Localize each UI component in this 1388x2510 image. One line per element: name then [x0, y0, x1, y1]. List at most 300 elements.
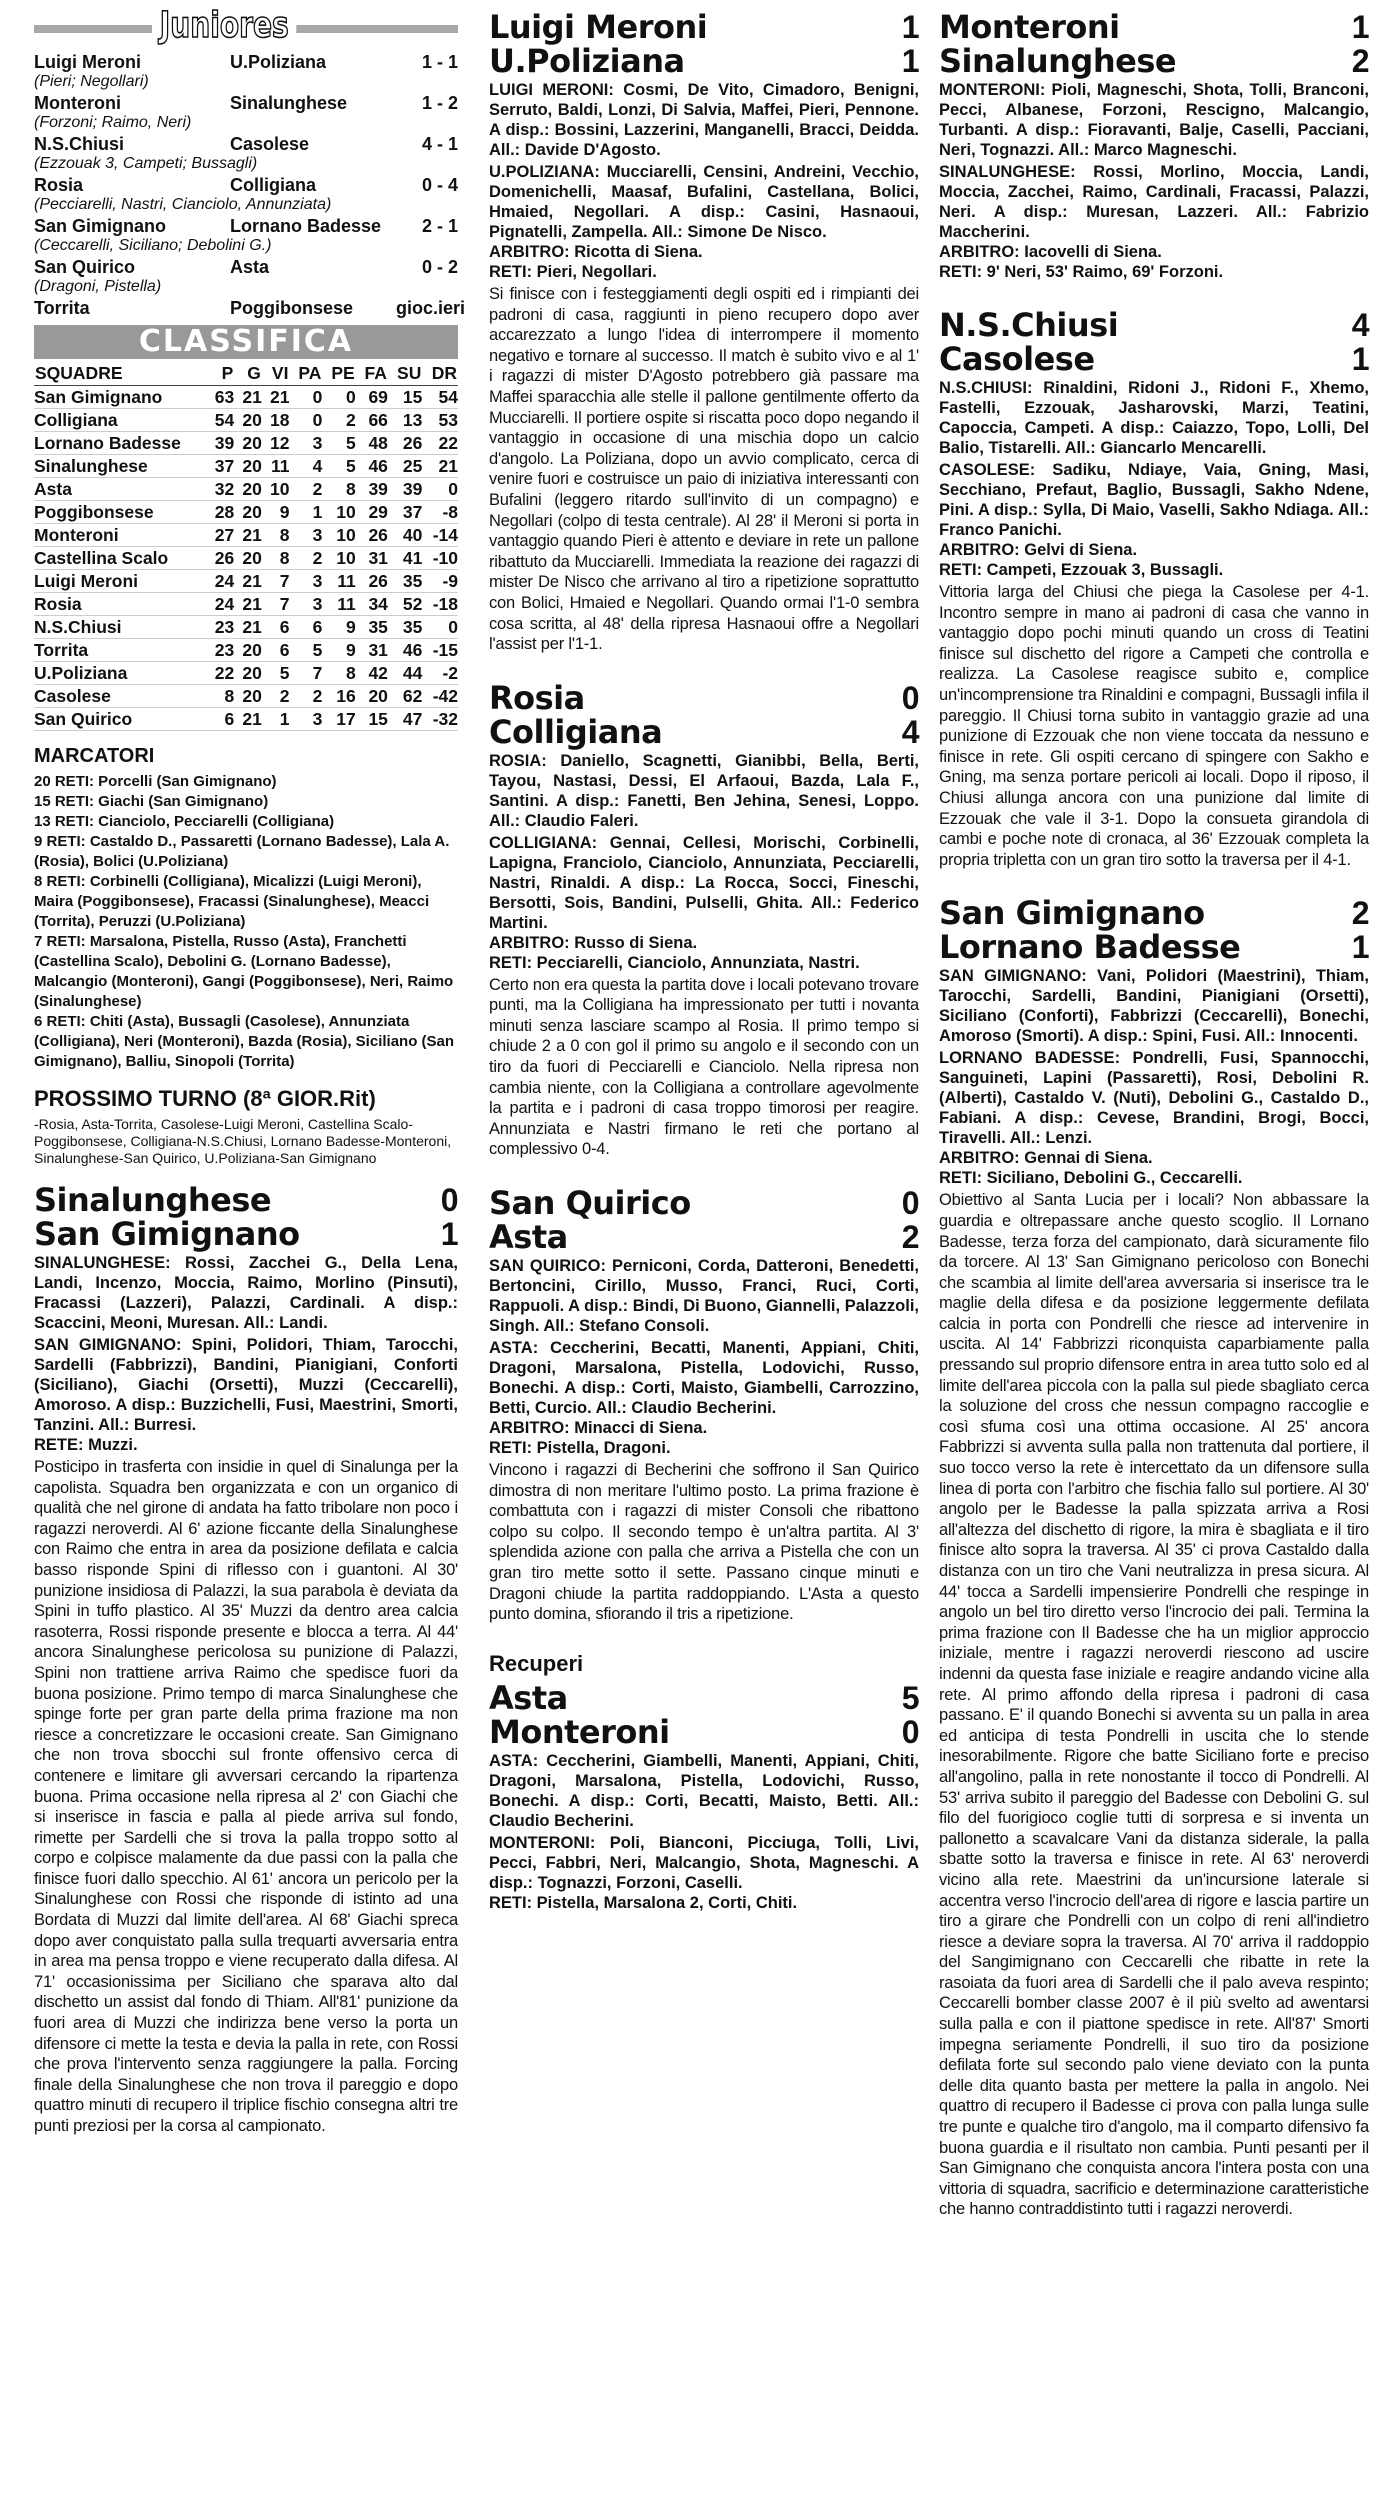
- standings-value: 2: [262, 685, 290, 708]
- result-score: gioc.ieri: [396, 298, 466, 318]
- prossimo-turno-text: -Rosia, Asta-Torrita, Casolese-Luigi Meroni, Castellina Scalo-Poggibonsese, Colligiana-N.S.Chiusi, Lornano Badesse-Monteroni, Sinalunghese-San Quirico, U.Poliziana-San Gimignano: [34, 1116, 452, 1166]
- lineup: SINALUNGHESE: Rossi, Zacchei G., Della Lena, Landi, Incenzo, Moccia, Raimo, Morlino (Pinsuti), Fracassi (Lazzeri), Palazzi, Cardinali. A disp.: Scaccini, Meoni, Muresan. All.: Landi.: [34, 1254, 458, 1332]
- home-goals: 0: [901, 1185, 919, 1222]
- standings-value: 7: [289, 662, 322, 685]
- match-goals: RETI: Pecciarelli, Cianciolo, Annunziata, Nastri.: [489, 953, 860, 972]
- standings-value: 8: [262, 547, 290, 570]
- standings-value: 39: [207, 432, 235, 455]
- away-team-row: [489, 1712, 919, 1751]
- classifica-title: CLASSIFICA: [34, 325, 458, 359]
- home-team: San Quirico: [489, 1184, 691, 1223]
- standings-value: 20: [234, 639, 262, 662]
- result-away: Casolese: [230, 134, 310, 154]
- column-3: [939, 10, 1369, 2246]
- standings-value: 31: [356, 547, 388, 570]
- match-report: [939, 896, 1369, 2220]
- standings-value: 7: [262, 570, 290, 593]
- standings-value: 10: [322, 524, 355, 547]
- standings-value: 0: [289, 409, 322, 432]
- standings-value: 5: [322, 455, 355, 478]
- standings-value: 4: [289, 455, 322, 478]
- standings-value: 54: [207, 409, 235, 432]
- standings-value: 5: [322, 432, 355, 455]
- result-home: San Quirico: [34, 257, 136, 277]
- standings-row: [34, 685, 458, 708]
- match-goals: RETI: Siciliano, Debolini G., Ceccarelli.: [939, 1169, 1243, 1188]
- home-goals: 5: [901, 1679, 919, 1716]
- standings-value: 20: [234, 501, 262, 524]
- standings-body: [34, 386, 458, 731]
- result-score: 4 - 1: [421, 134, 458, 154]
- match-goals: RETI: 9' Neri, 53' Raimo, 69' Forzoni.: [939, 263, 1224, 281]
- lineup: COLLIGIANA: Gennai, Cellesi, Morischi, Corbinelli, Lapigna, Franciolo, Cianciolo, Annunziata, Pecciarelli, Nastri, Rinaldi. A disp.: La Rocca, Socci, Fineschi, Bersotti, Sois, Bandini, Pulselli, Ghita. All.: Federico Martini.: [489, 833, 919, 932]
- away-goals: 1: [440, 1216, 458, 1252]
- away-team-row: [489, 44, 919, 78]
- standings-value: 21: [234, 386, 262, 409]
- standings-row: [34, 593, 458, 616]
- standings-value: 46: [356, 455, 388, 478]
- home-goals: 1: [901, 9, 919, 45]
- juniores-banner: [34, 5, 458, 46]
- lineup: U.POLIZIANA: Mucciarelli, Censini, Andreini, Vecchio, Domenichelli, Maasaf, Bufalini, Castellana, Bolici, Hmaied, Negollari. A disp.: Casini, Hasnaoui, Pignatelli, Zampella. All.: Simone De Nisco.: [489, 163, 919, 241]
- column-1: [34, 5, 466, 2163]
- marcatori-item: 20 RETI: Porcelli (San Gimignano): [34, 773, 277, 790]
- result-score: 1 - 2: [421, 93, 458, 113]
- standings-value: 32: [207, 478, 235, 501]
- standings-value: 23: [207, 639, 235, 662]
- standings-value: 69: [356, 386, 388, 409]
- standings-team: Castellina Scalo: [34, 547, 207, 570]
- standings-value: 5: [262, 662, 290, 685]
- recuperi-title: Recuperi: [489, 1650, 584, 1676]
- standings-row: [34, 386, 458, 409]
- standings-team: Poggibonsese: [34, 501, 207, 524]
- standings-value: 6: [262, 616, 290, 639]
- standings-value: 6: [262, 639, 290, 662]
- away-goals: 4: [901, 713, 919, 750]
- result-home: Rosia: [34, 175, 84, 195]
- match-report: [489, 10, 919, 655]
- standings-header-cell: DR: [422, 361, 458, 386]
- marcatori-item: 15 RETI: Giachi (San Gimignano): [34, 793, 269, 810]
- standings-team: Luigi Meroni: [34, 570, 207, 593]
- lineup: SAN GIMIGNANO: Vani, Polidori (Maestrini), Thiam, Tarocchi, Sardelli, Bandini, Pianigiani (Orsetti), Siciliano (Conforti), Fabbrizzi (Ceccarelli), Bonechi, Amoroso (Smorti). A disp.: Spini, Fusi. All.: Innocenti.: [939, 967, 1369, 1046]
- standings-value: 10: [322, 547, 355, 570]
- standings-row: [34, 708, 458, 731]
- standings-team: Colligiana: [34, 409, 207, 432]
- away-team-row: [939, 44, 1369, 78]
- standings-value: 1: [262, 708, 290, 731]
- lineup: ASTA: Ceccherini, Giambelli, Manenti, Appiani, Chiti, Dragoni, Marsalona, Pistella, Lodovichi, Russo, Bonechi. A disp.: Corti, Becatti, Maisto, Betti. All.: Claudio Becherini.: [489, 1751, 919, 1830]
- standings-value: -10: [422, 547, 458, 570]
- marcatori-item: 7 RETI: Marsalona, Pistella, Russo (Asta), Franchetti (Castellina Scalo), Debolini G. (Lornano Badesse), Malcangio (Monteroni), Gangi (Poggibonsese), Neri, Raimo (Sinalunghese): [34, 933, 454, 1010]
- standings-value: 46: [388, 639, 422, 662]
- standings-value: 11: [322, 570, 355, 593]
- standings-team: Casolese: [34, 685, 207, 708]
- standings-value: 47: [388, 708, 422, 731]
- standings-value: 8: [322, 662, 355, 685]
- home-team: Sinalunghese: [34, 1181, 272, 1219]
- away-goals: 1: [901, 43, 919, 79]
- standings-value: 26: [356, 524, 388, 547]
- standings-value: 26: [207, 547, 235, 570]
- standings-value: 24: [207, 593, 235, 616]
- match-text: Certo non era questa la partita dove i locali potevano trovare punti, ma la Colligiana ha impressionato per tutti i novanta minuti senza lasciare scampo al Rosia. Il primo tempo si chiude 2 a 0 con gol il primo su angolo e il secondo con un tiro da fuori di Pecciarelli e Cianciolo. Nella ripresa non cambia niente, con la Colligiana a controllare agevolmente la partita e i padroni di casa troppo timorosi per reagire. Annunziata e Nastri firmano le reti che portano al complessivo 0-4.: [489, 975, 919, 1159]
- away-team: Casolese: [939, 340, 1095, 378]
- standings-value: 24: [207, 570, 235, 593]
- standings-header-cell: VI: [262, 361, 290, 386]
- standings-header-cell: FA: [356, 361, 388, 386]
- standings-row: [34, 501, 458, 524]
- away-team: Sinalunghese: [939, 42, 1177, 80]
- lineup: CASOLESE: Sadiku, Ndiaye, Vaia, Gning, Masi, Secchiano, Prefaut, Baglio, Bussagli, Sakho Ndene, Pini. A disp.: Sylla, Di Maio, Vaselli, Sakho Ndiaga. All.: Franco Panichi.: [939, 461, 1369, 539]
- standings-value: 20: [234, 662, 262, 685]
- result-score: 2 - 1: [421, 216, 458, 236]
- standings-value: 2: [289, 478, 322, 501]
- standings-value: 35: [356, 616, 388, 639]
- match-text: Si finisce con i festeggiamenti degli ospiti ed i rimpianti dei padroni di casa, raggiunti in pieno recupero dopo aver accarezzato a lungo l'idea di interrompere il momento negativo e tornare al successo. Il match è subito vivo e al 1' i ragazzi di mister D'Agosto potrebbero già passare ma Maffei sparacchia alle stelle il pallone gentilmente offerto da Mucciarelli. Il portiere ospite si riscatta poco dopo negando il vantaggio in occasione di una mischia dopo un calcio d'angolo. La Poliziana, dopo un avvio complicato, cerca di venire fuori e costruisce un paio di iniziativa interessanti con Bufalini (leggero ritardo sull'invito di un compagno) e Negollari (colpo di testa centrale). Al 28' il Meroni si porta in vantaggio quando Pieri è attento e deviare in rete un pallone ribattuto da Mucciarelli. Immediata la reazione dei ragazzi di mister De Nisco che arrivano al tiro a ripetizione soprattutto con Bolici, Hmaied e Negollari. Quando ormai l'1-0 sembra cosa scritta, al 48' della ripresa Hasnaoui offre a Negollari l'assist per l'1-1.: [489, 285, 919, 654]
- match-text: Posticipo in trasferta con insidie in quel di Sinalunga per la capolista. Squadra ben organizzata e con un organico di qualità che nel girone di andata ha fatto tribolare non poco i ragazzi neroverdi. Al 6' azione ficcante della Sinalunghese con Raimo che entra in area da posizione defilata e calcia basso risponde Spini di riflesso con i guantoni. Al 30' punizione insidiosa di Palazzi, la sua parabola è deviata da Spini in tuffo plastico. Al 35' Muzzi da dentro area calcia rasoterra, Rossi risponde presente e blocca a terra. Al 44' ancora Sinalunghese pericolosa su punizione di Palazzi, Spini non trattiene arriva Raimo che spedisce fuori da buona posizione. Primo tempo di marca Sinalunghese che spinge forte per gran parte della prima frazione ma non riesce a concretizzare le occasioni create. San Gimignano che non trova sbocchi sul fronte offensivo cerca di contenere e limitare gli avversari cercando la ripartenza buona. Prima occasione nella ripresa al 2' con Giachi che si inserisce in fascia e palla al piede arriva sul fondo, rimette per Sardelli che si trova la palla troppo sotto al corpo e colpisce malamente da due passi con la palla che finisce fuori dallo specchio. Al 61' ancora un pericolo per la Sinalunghese con Rossi che risponde di istinto ad una Bordata di Muzzi dal limite dell'area. Al 68' Giachi spreca dopo aver conquistato palla sulla trequarti avversaria entra in area ma pensa troppo e viene recuperato dalla difesa. Al 71' occasionissima per Siciliano che sparava alto dal dischetto un assist dal fondo di Thiam. All'81' punizione da fuori area di Muzzi che indirizza bene verso la porta un difensore ci mette la testa e devia la palla in rete, con Rossi che prova l'intervento senza raggiungere la palla. Forcing finale della Sinalunghese che non trova il pareggio e dopo quattro minuti di recupero il triplice fischio consegna altri tre punti preziosi per la corsa al campionato.: [34, 1458, 458, 2135]
- standings-row: [34, 639, 458, 662]
- standings-value: 21: [422, 455, 458, 478]
- standings-value: 27: [207, 524, 235, 547]
- home-team-row: [489, 1678, 919, 1717]
- result-home: Luigi Meroni: [34, 52, 141, 72]
- away-team-row: [34, 1217, 458, 1251]
- standings-value: 21: [234, 708, 262, 731]
- match-goals: RETI: Campeti, Ezzouak 3, Bussagli.: [939, 561, 1224, 579]
- away-goals: 2: [901, 1219, 919, 1256]
- standings-value: 6: [289, 616, 322, 639]
- home-team-row: [489, 678, 919, 717]
- standings-value: 52: [388, 593, 422, 616]
- standings-value: 31: [356, 639, 388, 662]
- standings-value: 1: [289, 501, 322, 524]
- away-goals: 1: [1351, 929, 1369, 966]
- result-score: 0 - 4: [421, 175, 458, 195]
- away-team: San Gimignano: [34, 1215, 300, 1253]
- standings-value: 22: [207, 662, 235, 685]
- standings-value: 35: [388, 616, 422, 639]
- standings-value: 20: [234, 455, 262, 478]
- standings-value: 3: [289, 570, 322, 593]
- result-scorers: (Forzoni; Raimo, Neri): [34, 114, 192, 131]
- standings-value: 66: [356, 409, 388, 432]
- standings-value: 48: [356, 432, 388, 455]
- standings-value: -18: [422, 593, 458, 616]
- home-team-row: [489, 1184, 919, 1223]
- match-report: [34, 1183, 458, 2137]
- home-team-row: [939, 10, 1369, 44]
- standings-value: 10: [262, 478, 290, 501]
- standings-value: 39: [388, 478, 422, 501]
- standings-value: 62: [388, 685, 422, 708]
- referee: ARBITRO: Russo di Siena.: [489, 933, 698, 952]
- home-team: Luigi Meroni: [489, 8, 708, 46]
- standings-value: 11: [322, 593, 355, 616]
- match-goals: RETE: Muzzi.: [34, 1436, 138, 1454]
- standings-row: [34, 455, 458, 478]
- away-goals: 1: [1351, 341, 1369, 377]
- result-away: Asta: [230, 257, 270, 277]
- standings-header-cell: PE: [322, 361, 355, 386]
- away-team: Colligiana: [489, 712, 663, 751]
- standings-value: 54: [422, 386, 458, 409]
- result-home: Monteroni: [34, 93, 121, 113]
- referee: ARBITRO: Gennai di Siena.: [939, 1149, 1153, 1168]
- standings-header-cell: G: [234, 361, 262, 386]
- standings-team: Asta: [34, 478, 207, 501]
- standings-value: 29: [356, 501, 388, 524]
- standings-header-cell: P: [207, 361, 235, 386]
- home-goals: 0: [901, 679, 919, 716]
- home-goals: 1: [1351, 9, 1369, 45]
- standings-value: 0: [422, 616, 458, 639]
- standings-value: 44: [388, 662, 422, 685]
- standings-value: 34: [356, 593, 388, 616]
- standings-value: 21: [234, 616, 262, 639]
- standings-value: 0: [422, 478, 458, 501]
- standings-value: 9: [262, 501, 290, 524]
- result-away: Colligiana: [230, 175, 317, 195]
- standings-value: 0: [322, 386, 355, 409]
- home-team: San Gimignano: [939, 894, 1205, 933]
- match-report: [939, 10, 1369, 282]
- result-scorers: (Pecciarelli, Nastri, Cianciolo, Annunziata): [34, 196, 332, 213]
- standings-row: [34, 432, 458, 455]
- standings-team: U.Poliziana: [34, 662, 207, 685]
- standings-value: 21: [262, 386, 290, 409]
- standings-value: 40: [388, 524, 422, 547]
- newspaper-page: [34, 5, 1372, 2490]
- result-scorers: (Ceccarelli, Siciliano; Debolini G.): [34, 237, 272, 254]
- marcatori-title: MARCATORI: [34, 745, 155, 767]
- match-goals: RETI: Pistella, Dragoni.: [489, 1439, 671, 1458]
- result-away: U.Poliziana: [230, 52, 327, 72]
- match-report: [489, 1678, 919, 1913]
- standings-team: San Gimignano: [34, 386, 207, 409]
- referee: ARBITRO: Ricotta di Siena.: [489, 243, 703, 261]
- standings-value: -14: [422, 524, 458, 547]
- standings-value: 9: [322, 616, 355, 639]
- home-team-row: [489, 10, 919, 44]
- away-team-row: [939, 928, 1369, 967]
- match-text: Vittoria larga del Chiusi che piega la Casolese per 4-1. Incontro sempre in mano ai padroni di casa che vanno in vantaggio dopo pochi minuti quando un cross di Teatini finisce sul dischetto del rigore a Campeti che controlla e realizza. La Casolese reagisce subito e, complice un'incomprensione tra Rinaldini e compagni, Bussagli infila il pareggio. Il Chiusi torna subito in vantaggio grazie ad una punizione di Ezzouak che non viene toccata da nessuno e finisce in rete. Gli ospiti cercano di spingere con Sakho e Gning, ma senza portare pericoli ai locali. Dopo il riposo, il Chiusi allunga ancora con una punizione dal limite di Ezzouak che vale il 3-1. Dopo la consueta girandola di cambi e poche note di cronaca, al 36' Ezzouak completa la propria tripletta con un gran tiro sotto la traversa per il 4-1.: [939, 583, 1369, 869]
- away-team: U.Poliziana: [489, 42, 685, 80]
- away-goals: 0: [901, 1713, 919, 1750]
- result-score: 1 - 1: [421, 52, 458, 72]
- standings-value: 22: [422, 432, 458, 455]
- home-goals: 2: [1351, 895, 1369, 932]
- standings-table: [34, 361, 458, 731]
- standings-row: [34, 616, 458, 639]
- match-text: Obiettivo al Santa Lucia per i locali? Non abbassare la guardia e oltrepassare anche questo scoglio. Il Lornano Badesse, terza forza del campionato, darà sicuramente filo da torcere. Al 13' San Gimignano pericoloso con Bonechi che scambia al limite dell'area avversaria si inserisce tra le maglie della difesa e da posizione leggermente defilata calcia in porta con Pondrelli che riesce ad intervenire in uscita. Al 14' Fabbrizzi riconquista caparbiamente palla pressando sul proprio difensore entra in area tutto solo ed al limite dell'area piccola con la palla sul piede sbagliato cerca la soluzione del cross che nessun compagno raccoglie e così sfuma così una ottima occasione. Al 25' ancora Fabbrizzi si avventa sulla palla non trattenuta dal portiere, il suo tocco verso la rete è intercettato da un difensore sulla linea di porta con l'arbitro che fischia fallo sul portiere. Al 30' angolo per le Badesse la palla spizzata arriva a Rosi all'altezza del dischetto di rigore, la mira è sbagliata e il tiro finisce alto sopra la traversa. Al 35' ci prova Castaldo dalla distanza con un tiro che Vani neutralizza in presa sicura. Al 44' tocca a Sardelli impensierire Pondrelli che respinge in angolo un bel tiro diretto verso l'incrocio dei pali. Termina la prima frazione con Il Badesse che ha un miglior approccio iniziale, mentre i ragazzi neroverdi riescono ad uscire indenni da questa fase iniziale e reagire andando vicine alla rete. Al primo affondo della ripresa i padroni di casa passano. E' il quando Bonechi si avventa su un palla in area ed anticipa di testa Pondrelli in uscita che lo stende inesorabilmente. Rigore che batte Siciliano forte e preciso all'angolino, palla in rete nonostante il tocco di Pondrelli. Al 53' arriva subito il pareggio del Badesse con Debolini G. sul filo del fuorigioco coglie tutti di sorpresa e si inventa un pallonetto a scavalcare Vani da distanza siderale, la palla sbatte sotto la traversa e finisce in rete. Al 63' neroverdi vicino alla rete. Maestrini da un'incursione laterale si accentra verso l'incrocio dell'area di rigore e lascia partire un tiro a girare che Pondrelli con un colpo di reni all'indietro riesce a deviare sopra la traversa. Al 70' arriva il raddoppio del Sangimignano con Ceccarelli che ribatte in rete la rasoiata da fuori area di Sardelli che il palo aveva respinto; Ceccarelli bomber classe 2007 è il più svelto ad awentarsi sulla palla e con il piattone spedisce in rete. All'87' Smorti impegna seriamente Pondrelli, il suo tiro da posizione defilata forte sul secondo palo viene deviato con la punta delle dita quanto basta per mettere la palla in angolo. Nei quattro di recupero il Badesse ci prova con palla lunga sulle tre punte e qualche tiro d'angolo, ma il comparto difensivo fa buona guardia e il risultato non cambia. Punti pesanti per il San Gimignano che conquista ancora l'intera posta con una vittoria di squadra, sacrificio e determinazione caratteristiche che hanno contraddistinto tutti i ragazzi neroverdi.: [939, 1191, 1369, 2219]
- standings-value: -8: [422, 501, 458, 524]
- away-team: Asta: [489, 1218, 568, 1257]
- result-away: Lornano Badesse: [230, 216, 382, 236]
- result-scorers: (Pieri; Negollari): [34, 73, 149, 90]
- standings-header-row: [34, 361, 458, 386]
- standings-team: N.S.Chiusi: [34, 616, 207, 639]
- standings-value: 3: [289, 432, 322, 455]
- standings-value: 23: [207, 616, 235, 639]
- standings-value: 16: [322, 685, 355, 708]
- standings-value: 0: [289, 386, 322, 409]
- standings-value: 2: [322, 409, 355, 432]
- match-goals: RETI: Pieri, Negollari.: [489, 263, 657, 281]
- home-team: Rosia: [489, 678, 585, 717]
- match-report: [489, 678, 919, 1160]
- standings-value: 9: [322, 639, 355, 662]
- home-team: Asta: [489, 1678, 568, 1717]
- standings-value: 26: [388, 432, 422, 455]
- marcatori-item: 9 RETI: Castaldo D., Passaretti (Lornano Badesse), Lala A. (Rosia), Bolici (U.Poliziana): [34, 833, 450, 870]
- standings-value: -15: [422, 639, 458, 662]
- marcatori-item: 6 RETI: Chiti (Asta), Bussagli (Casolese), Annunziata (Colligiana), Neri (Monteroni), Bazda (Rosia), Siciliano (San Gimignano), Balliu, Sinopoli (Torrita): [34, 1013, 455, 1070]
- standings-value: -32: [422, 708, 458, 731]
- standings-value: 37: [388, 501, 422, 524]
- standings-value: 63: [207, 386, 235, 409]
- standings-value: 21: [234, 524, 262, 547]
- standings-value: 17: [322, 708, 355, 731]
- home-team: N.S.Chiusi: [939, 306, 1119, 344]
- standings-value: 20: [234, 432, 262, 455]
- standings-header-cell: PA: [289, 361, 322, 386]
- standings-team: Rosia: [34, 593, 207, 616]
- standings-value: 15: [388, 386, 422, 409]
- standings-value: 35: [388, 570, 422, 593]
- referee: ARBITRO: Minacci di Siena.: [489, 1419, 708, 1438]
- lineup: SINALUNGHESE: Rossi, Morlino, Moccia, Landi, Moccia, Zacchei, Raimo, Cardinali, Fracassi, Palazzi, Neri. A disp.: Muresan, Lazzeri. All.: Fabrizio Maccherini.: [939, 163, 1369, 241]
- standings-value: 2: [289, 547, 322, 570]
- standings-row: [34, 478, 458, 501]
- away-team: Lornano Badesse: [939, 928, 1241, 967]
- result-home: San Gimignano: [34, 216, 167, 236]
- lineup: LORNANO BADESSE: Pondrelli, Fusi, Spannocchi, Sanguineti, Lapini (Passaretti), Rosi, Debolini R. (Alberti), Castaldo V. (Nuti), Debolini G., Castaldo D., Fabiani. A disp.: Cevese, Brandini, Brogi, Bocci, Tiravelli. All.: Lenzi.: [939, 1049, 1369, 1148]
- standings-value: 20: [234, 547, 262, 570]
- home-team-row: [939, 894, 1369, 933]
- standings-row: [34, 409, 458, 432]
- standings-value: 42: [356, 662, 388, 685]
- lineup: ROSIA: Daniello, Scagnetti, Gianibbi, Bella, Berti, Tayou, Nastasi, Dessi, El Arfaoui, Bazda, Lala F., Santini. A disp.: Fanetti, Ben Jehina, Senesi, Loppo. All.: Claudio Faleri.: [489, 751, 919, 830]
- marcatori-item: 8 RETI: Corbinelli (Colligiana), Micalizzi (Luigi Meroni), Maira (Poggibonsese), Fracassi (Sinalunghese), Meacci (Torrita), Peruzzi (U.Poliziana): [34, 873, 430, 930]
- away-team-row: [939, 342, 1369, 376]
- standings-value: 3: [289, 708, 322, 731]
- standings-value: 13: [388, 409, 422, 432]
- marcatori-item: 13 RETI: Cianciolo, Pecciarelli (Colligiana): [34, 813, 335, 830]
- standings-value: 10: [322, 501, 355, 524]
- standings-value: 8: [322, 478, 355, 501]
- referee: ARBITRO: Gelvi di Siena.: [939, 541, 1138, 559]
- standings-value: 20: [234, 409, 262, 432]
- away-goals: 2: [1351, 43, 1369, 79]
- prossimo-turno-title: PROSSIMO TURNO (8ª GIOR.Rit): [34, 1086, 376, 1111]
- standings-header-cell: SU: [388, 361, 422, 386]
- home-goals: 0: [440, 1182, 458, 1218]
- standings-value: 5: [289, 639, 322, 662]
- standings-value: 11: [262, 455, 290, 478]
- standings-value: 53: [422, 409, 458, 432]
- marcatori-list: [34, 772, 458, 1072]
- standings-value: 18: [262, 409, 290, 432]
- standings-value: -42: [422, 685, 458, 708]
- standings-value: 37: [207, 455, 235, 478]
- standings-team: Monteroni: [34, 524, 207, 547]
- standings-row: [34, 547, 458, 570]
- match-goals: RETI: Pistella, Marsalona 2, Corti, Chiti.: [489, 1893, 798, 1912]
- standings-value: 15: [356, 708, 388, 731]
- standings-value: 8: [262, 524, 290, 547]
- results-list: [34, 52, 466, 319]
- lineup: ASTA: Ceccherini, Becatti, Manenti, Appiani, Chiti, Dragoni, Marsalona, Pistella, Lodovichi, Russo, Bonechi. A disp.: Corti, Maisto, Giambelli, Carrozzino, Betti, Curcio. All.: Claudio Becherini.: [489, 1339, 919, 1418]
- lineup: N.S.CHIUSI: Rinaldini, Ridoni J., Ridoni F., Xhemo, Fastelli, Ezzouak, Jasharovski, Marzi, Teatini, Capoccia, Campeti. A disp.: Caiazzo, Topo, Lolli, Del Balio, Tistarelli. All.: Giancarlo Mencarelli.: [939, 379, 1369, 457]
- home-team-row: [939, 308, 1369, 342]
- result-scorers: (Dragoni, Pistella): [34, 278, 162, 295]
- standings-value: 25: [388, 455, 422, 478]
- standings-row: [34, 662, 458, 685]
- lineup: MONTERONI: Pioli, Magneschi, Shota, Tolli, Branconi, Pecci, Albanese, Forzoni, Rescigno, Malcangio, Turbanti. A disp.: Fioravanti, Balje, Caselli, Pacciani, Neri, Tognazzi. All.: Marco Magneschi.: [939, 81, 1369, 159]
- home-goals: 4: [1351, 307, 1369, 343]
- result-away: Poggibonsese: [230, 298, 354, 318]
- standings-value: 3: [289, 524, 322, 547]
- standings-value: 20: [356, 685, 388, 708]
- column-2: [489, 10, 919, 1939]
- result-home: N.S.Chiusi: [34, 134, 125, 154]
- match-report: [939, 308, 1369, 870]
- away-team-row: [489, 712, 919, 751]
- lineup: LUIGI MERONI: Cosmi, De Vito, Cimadoro, Benigni, Serruto, Baldi, Lonzi, Di Salvia, Maffei, Pieri, Pennone. A disp.: Bossini, Lazzerini, Manganelli, Bracci, Deidda. All.: Davide D'Agosto.: [489, 81, 919, 159]
- standings-team: Sinalunghese: [34, 455, 207, 478]
- standings-row: [34, 524, 458, 547]
- home-team-row: [34, 1183, 458, 1217]
- standings-value: 28: [207, 501, 235, 524]
- standings-value: 2: [289, 685, 322, 708]
- standings-team: Torrita: [34, 639, 207, 662]
- standings-value: 26: [356, 570, 388, 593]
- juniores-title: Juniores: [152, 6, 297, 46]
- away-team: Monteroni: [489, 1712, 670, 1751]
- standings-value: 20: [234, 478, 262, 501]
- standings-value: 8: [207, 685, 235, 708]
- standings-value: 3: [289, 593, 322, 616]
- result-away: Sinalunghese: [230, 93, 348, 113]
- standings-value: 39: [356, 478, 388, 501]
- standings-team: San Quirico: [34, 708, 207, 731]
- standings-team: Lornano Badesse: [34, 432, 207, 455]
- result-home: Torrita: [34, 298, 90, 318]
- standings-value: 21: [234, 570, 262, 593]
- lineup: SAN QUIRICO: Perniconi, Corda, Datteroni, Benedetti, Bertoncini, Cirillo, Musso, Franci, Ruci, Corti, Rappuoli. A disp.: Bindi, Di Buono, Giannelli, Palazzoli, Singh. All.: Stefano Consoli.: [489, 1257, 919, 1336]
- match-text: Vincono i ragazzi di Becherini che soffrono il San Quirico dimostra di non meritare l'ultimo posto. La prima frazione è combattuta con i ragazzi di mister Consoli che ribattono colpo su colpo. Il secondo tempo è un'altra partita. Al 3' splendida azione con palla che arriva a Pistella che con un gran tiro mette sotto il sette. Passano cinque minuti e Dragoni chiude la partita raddoppiando. L'Asta a questo punto domina, sfiorando il tris a ripetizione.: [489, 1461, 919, 1624]
- standings-row: [34, 570, 458, 593]
- standings-value: 20: [234, 685, 262, 708]
- standings-header-cell: SQUADRE: [34, 361, 207, 386]
- result-scorers: (Ezzouak 3, Campeti; Bussagli): [34, 155, 258, 172]
- standings-value: 41: [388, 547, 422, 570]
- referee: ARBITRO: Iacovelli di Siena.: [939, 243, 1162, 261]
- result-score: 0 - 2: [421, 257, 458, 277]
- home-team: Monteroni: [939, 8, 1120, 46]
- lineup: SAN GIMIGNANO: Spini, Polidori, Thiam, Tarocchi, Sardelli (Fabbrizzi), Bandini, Pianigiani, Conforti (Siciliano), Giachi (Orsetti), Muzzi (Ceccarelli), Amoroso. A disp.: Buzzichelli, Fusi, Maestrini, Smorti, Tanzini. All.: Burresi.: [34, 1336, 458, 1434]
- away-team-row: [489, 1218, 919, 1257]
- standings-value: 6: [207, 708, 235, 731]
- standings-value: -9: [422, 570, 458, 593]
- standings-value: 7: [262, 593, 290, 616]
- standings-value: 21: [234, 593, 262, 616]
- match-report: [489, 1186, 919, 1625]
- standings-value: 12: [262, 432, 290, 455]
- lineup: MONTERONI: Poli, Bianconi, Picciuga, Tolli, Livi, Pecci, Fabbri, Neri, Malcangio, Shota, Magneschi. A disp.: Tognazzi, Forzoni, Caselli.: [489, 1833, 919, 1892]
